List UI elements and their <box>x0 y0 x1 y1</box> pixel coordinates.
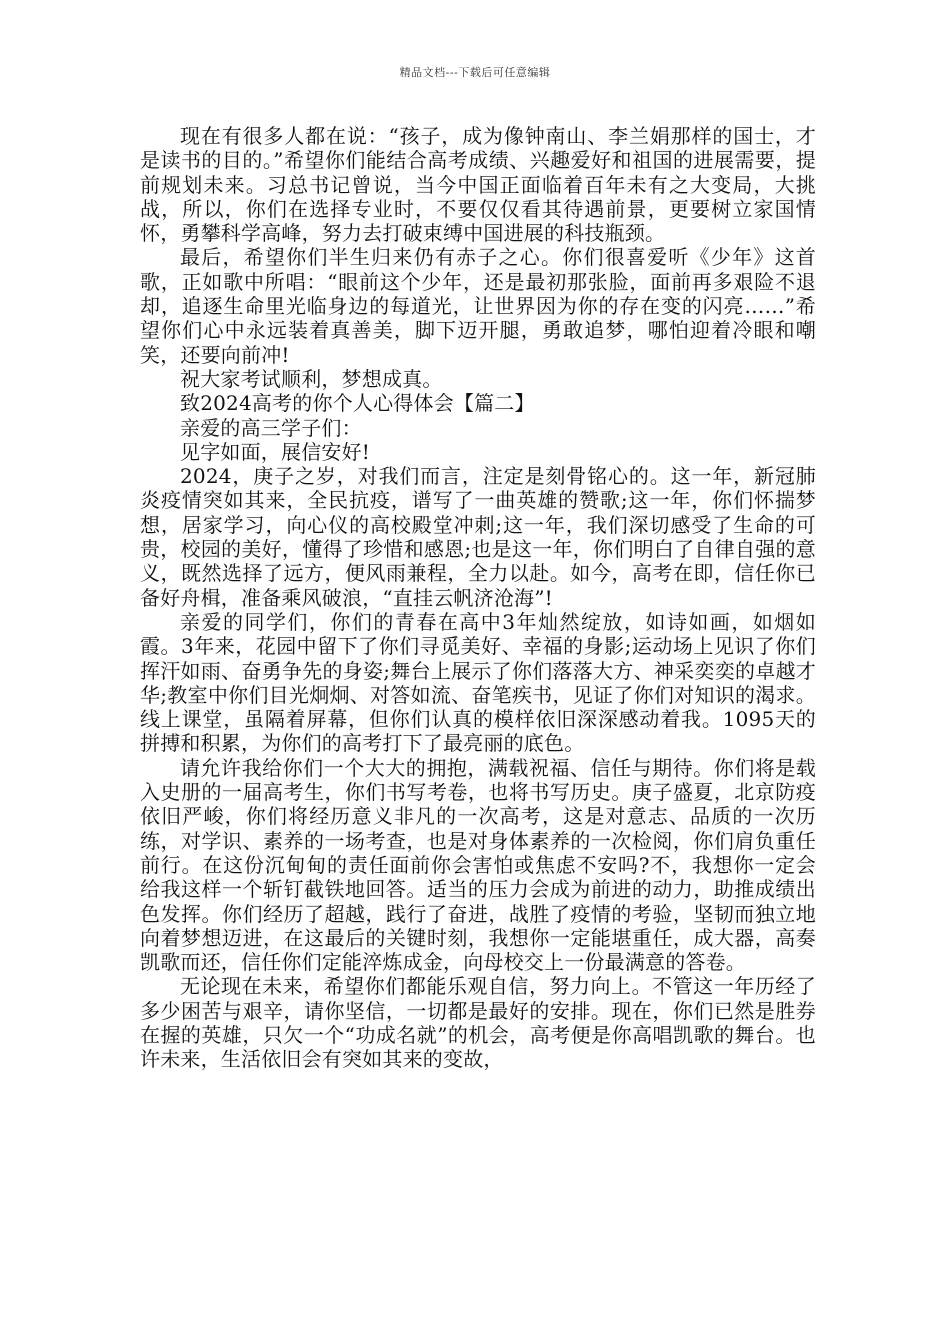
greeting-line: 见字如面，展信安好! <box>180 439 371 464</box>
page-header: 精品文档---下载后可任意编辑 <box>399 66 551 79</box>
paragraph-year-2024: 2024，庚子之岁，对我们而言，注定是刻骨铭心的。这一年，新冠肺炎疫情突如其来，全民抗疫，谱写了一曲英雄的赞歌;这一年，你们怀揣梦想，居家学习，向心仪的高校殿堂冲刺;这一年，我们深切感受了生命的可贵，校园的美好，懂得了珍惜和感恩;也是这一年，你们明白了自律自强的意义，既然选择了远方，便风雨兼程，全力以赴。如今，高考在即，信任你已备好舟楫，准备乘风破浪，“直挂云帆济沧海”! <box>140 464 816 610</box>
paragraph-optimism: 无论现在未来，希望你们都能乐观自信，努力向上。不管这一年历经了多少困苦与艰辛，请你坚信，一切都是最好的安排。现在，你们已然是胜券在握的英雄，只欠一个“功成名就”的机会，高考便是你高唱凯歌的舞台。也许未来，生活依旧会有突如其来的变故， <box>140 974 816 1072</box>
paragraph-embrace: 请允许我给你们一个大大的拥抱，满载祝福、信任与期待。你们将是载入史册的一届高考生，你们书写考卷，也将书写历史。庚子盛夏，北京防疫依旧严峻，你们将经历意义非凡的一次高考，这是对意志、品质的一次历练，对学识、素养的一场考查，也是对身体素养的一次检阅，你们肩负重任前行。在这份沉甸甸的责任面前你会害怕或焦虑不安吗?不，我想你一定会给我这样一个斩钉截铁地回答。适当的压力会成为前进的动力，助推成绩出色发挥。你们经历了超越，践行了奋进，战胜了疫情的考验，坚韧而独立地向着梦想迈进，在这最后的关键时刻，我想你一定能堪重任，成大器，高奏凯歌而还，信任你们定能淬炼成金，向母校交上一份最满意的答卷。 <box>140 755 816 975</box>
paragraph-good-luck: 祝大家考试顺利，梦想成真。 <box>180 366 443 391</box>
paragraph-youth: 亲爱的同学们，你们的青春在高中3年灿然绽放，如诗如画，如烟如霞。3年来，花园中留下了你们寻觅美好、幸福的身影;运动场上见识了你们挥汗如雨、奋勇争先的身姿;舞台上展示了你们落落大方、神采奕奕的卓越才华;教室中你们目光炯炯、对答如流、奋笔疾书，见证了你们对知识的渴求。线上课堂，虽隔着屏幕，但你们认真的模样依旧深深感动着我。1095天的拼搏和积累，为你们的高考打下了最亮丽的底色。 <box>140 609 816 756</box>
document-body <box>140 124 816 1072</box>
paragraph-young-heart: 最后，希望你们半生归来仍有赤子之心。你们很喜爱听《少年》这首歌，正如歌中所唱：“眼前这个少年，还是最初那张脸，面前再多艰险不退却，追逐生命里光临身边的每道光，让世界因为你的存在变的闪亮……”希望你们心中永远装着真善美，脚下迈开腿，勇敢追梦，哪怕迎着冷眼和嘲笑，还要向前冲! <box>140 245 816 367</box>
section-heading-part-two: 致2024高考的你个人心得体会【篇二】 <box>180 391 535 416</box>
salutation: 亲爱的高三学子们： <box>180 415 362 440</box>
paragraph-future-planning: 现在有很多人都在说：“孩子，成为像钟南山、李兰娟那样的国士，才是读书的目的。”希望你们能结合高考成绩、兴趣爱好和祖国的进展需要，提前规划未来。习总书记曾说，当今中国正面临着百年未有之大变局，大挑战，所以，你们在选择专业时，不要仅仅看其待遇前景，更要树立家国情怀，勇攀科学高峰，努力去打破束缚中国进展的科技瓶颈。 <box>140 124 816 246</box>
